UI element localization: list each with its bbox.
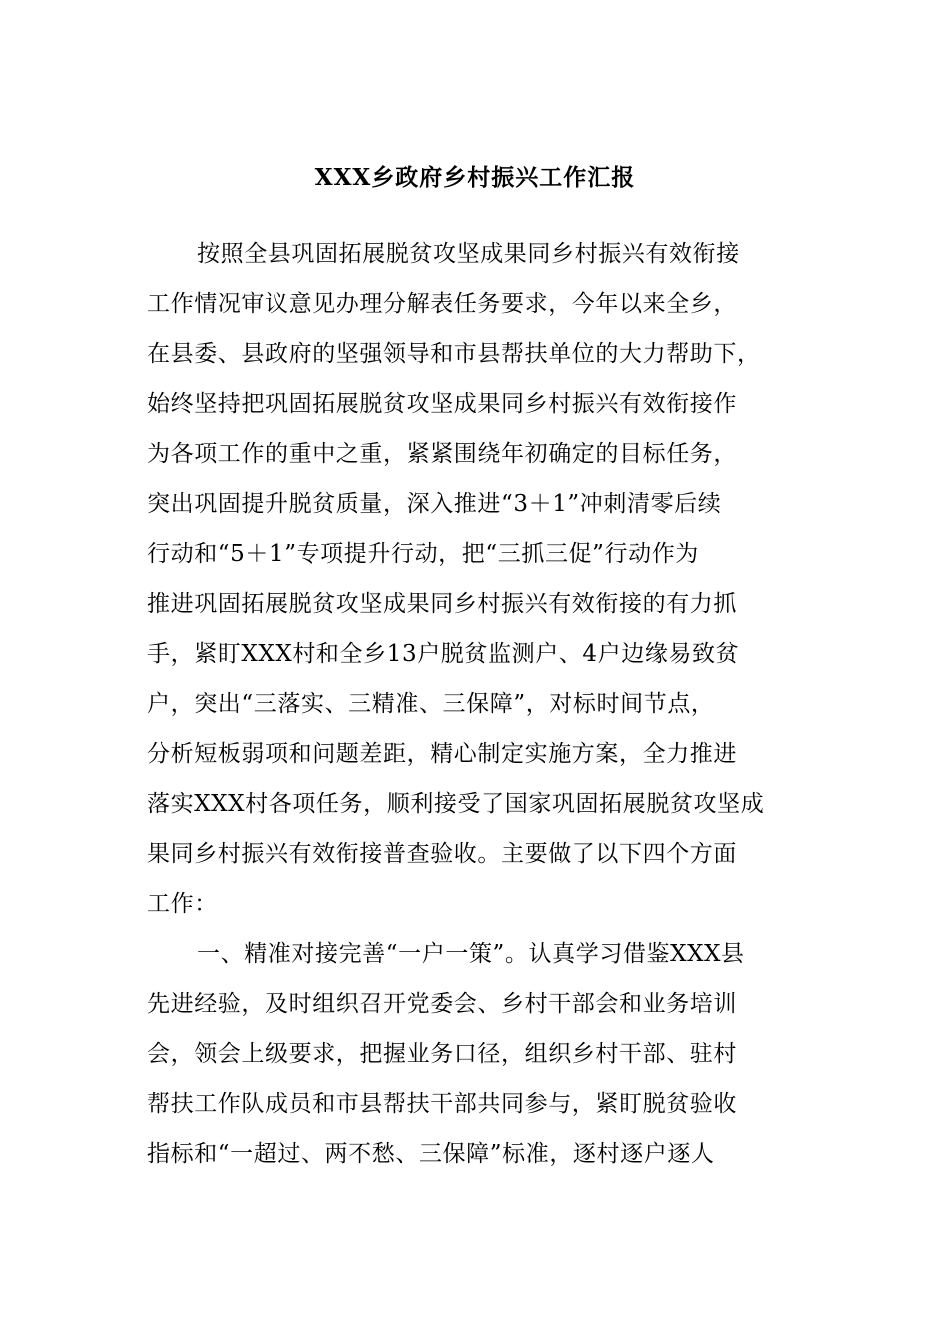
paragraph-line: 按照全县巩固拓展脱贫攻坚成果同乡村振兴有效衔接 [197, 241, 740, 267]
paragraph-line: 始终坚持把巩固拓展脱贫攻坚成果同乡村振兴有效衔接作 [147, 391, 737, 417]
paragraph-line: 突出巩固提升脱贫质量，深入推进“3＋1”冲刺清零后续 [147, 491, 722, 517]
paragraph-line: 推进巩固拓展脱贫攻坚成果同乡村振兴有效衔接的有力抓 [147, 591, 737, 617]
paragraph-line: 落实XXX村各项任务，顺利接受了国家巩固拓展脱贫攻坚成 [147, 791, 765, 817]
paragraph-line: 行动和“5＋1”专项提升行动，把“三抓三促”行动作为 [147, 541, 699, 567]
paragraph-line: 帮扶工作队成员和市县帮扶干部共同参与，紧盯脱贫验收 [147, 1091, 737, 1117]
paragraph-line: 会，领会上级要求，把握业务口径，组织乡村干部、驻村 [147, 1041, 737, 1067]
paragraph-line: 在县委、县政府的坚强领导和市县帮扶单位的大力帮助下， [147, 341, 761, 367]
document-title: XXX乡政府乡村振兴工作汇报 [314, 164, 636, 191]
paragraph-line: 分析短板弱项和问题差距，精心制定实施方案，全力推进 [147, 741, 737, 767]
paragraph-line: 户，突出“三落实、三精准、三保障”，对标时间节点， [147, 691, 715, 717]
paragraph-line: 先进经验，及时组织召开党委会、乡村干部会和业务培训 [147, 991, 737, 1017]
paragraph-line: 手，紧盯XXX村和全乡13户脱贫监测户、4户边缘易致贫 [147, 641, 740, 667]
paragraph-line: 工作情况审议意见办理分解表任务要求，今年以来全乡， [147, 291, 737, 317]
paragraph-line: 指标和“一超过、两不愁、三保障”标准，逐村逐户逐人 [147, 1141, 715, 1167]
paragraph-line: 一、精准对接完善“一户一策”。认真学习借鉴XXX县 [197, 941, 745, 967]
paragraph-line: 果同乡村振兴有效衔接普查验收。主要做了以下四个方面 [147, 841, 737, 867]
paragraph-line: 工作： [147, 891, 218, 917]
paragraph-line: 为各项工作的重中之重，紧紧围绕年初确定的目标任务， [147, 441, 737, 467]
